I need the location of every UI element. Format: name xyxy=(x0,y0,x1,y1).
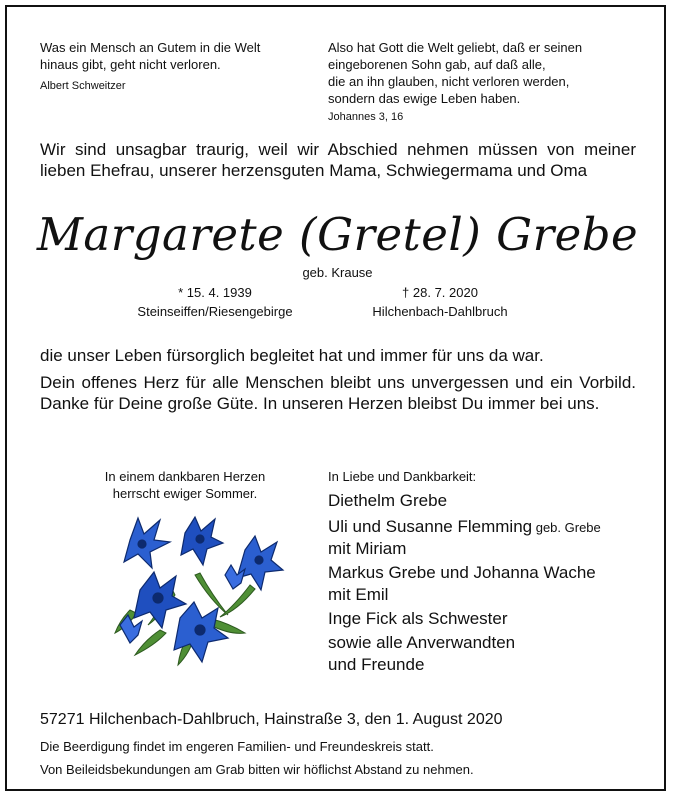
death-place: Hilchenbach-Dahlbruch xyxy=(372,304,508,319)
quote-left-author: Albert Schweitzer xyxy=(40,80,126,92)
footer-note-2: Von Beileidsbekundungen am Grab bitten wir höflichst Abstand zu nehmen. xyxy=(40,762,474,777)
quote-right-source: Johannes 3, 16 xyxy=(328,111,404,123)
intro-text: Wir sind unsagbar traurig, weil wir Abschied nehmen müssen von meiner lieben Ehefrau, unserer herzensguten Mama, Schwiegermama und Oma xyxy=(40,140,636,180)
footer-address: 57271 Hilchenbach-Dahlbruch, Hainstraße 3, den 1. August 2020 xyxy=(40,711,503,728)
family-line-2-suffix: geb. Grebe xyxy=(532,520,601,535)
family-line-6: Inge Fick als Schwester xyxy=(328,609,508,628)
tribute-line: die unser Leben fürsorglich begleitet hat und immer für uns da war. xyxy=(40,346,544,365)
family-heading: In Liebe und Dankbarkeit: xyxy=(328,469,477,484)
deceased-name: Margarete (Gretel) Grebe xyxy=(36,208,639,261)
family-line-2 xyxy=(328,516,601,538)
family-line-7: sowie alle Anverwandten xyxy=(328,633,516,652)
footer-note-1: Die Beerdigung findet im engeren Familien- und Freundeskreis statt. xyxy=(40,739,434,754)
flowers-group xyxy=(120,517,283,662)
birth-date: * 15. 4. 1939 xyxy=(178,285,252,300)
tribute-paragraph: Dein offenes Herz für alle Menschen bleibt uns unvergessen und ein Vorbild. Danke für Deine große Güte. In unseren Herzen bleibst Du immer bei uns. xyxy=(40,373,636,413)
maiden-name: geb. Krause xyxy=(302,265,373,280)
quote-left-text: Was ein Mensch an Gutem in die Welt hinaus gibt, geht nicht verloren. xyxy=(40,40,261,72)
death-date: † 28. 7. 2020 xyxy=(402,285,478,300)
family-line-3: mit Miriam xyxy=(328,539,407,558)
family-line-8: und Freunde xyxy=(328,655,425,674)
heart-quote: In einem dankbaren Herzen herrscht ewiger Sommer. xyxy=(104,469,266,501)
family-line-4: Markus Grebe und Johanna Wache xyxy=(328,563,596,582)
family-line-1: Diethelm Grebe xyxy=(328,491,448,510)
family-line-5: mit Emil xyxy=(328,585,389,604)
quote-right-text: Also hat Gott die Welt geliebt, daß er seinen eingeborenen Sohn gab, auf daß alle, die an ihn glauben, nicht verloren werden, sondern das ewige Leben haben. xyxy=(328,40,583,106)
gentian-flowers-illustration xyxy=(100,515,290,675)
family-line-2-names: Uli und Susanne Flemming xyxy=(328,517,533,536)
birth-place: Steinseiffen/Riesengebirge xyxy=(137,304,293,319)
